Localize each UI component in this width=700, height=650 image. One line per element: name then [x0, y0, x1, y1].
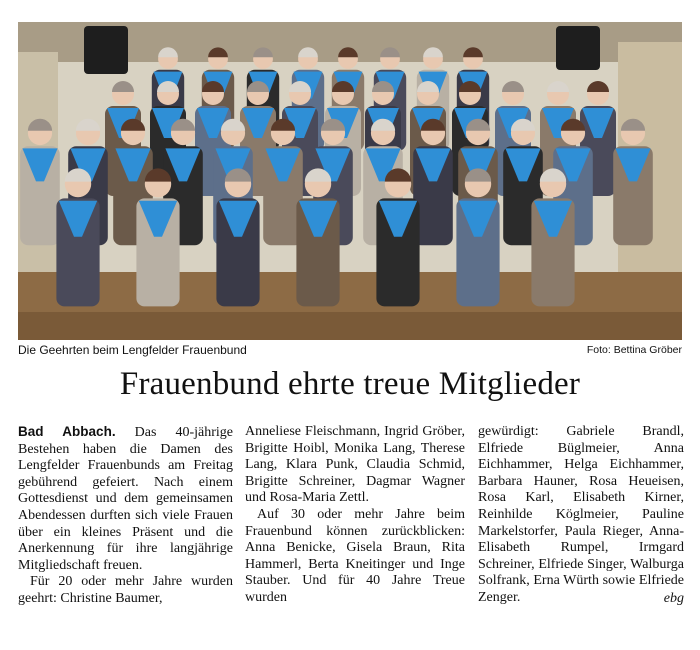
author-signature: ebg [663, 590, 684, 606]
article-column-2 [245, 424, 465, 607]
paragraph-text: Das 40-jährige Bestehen haben die Damen des Lengfelder Frauenbunds am Freitag gebührend gefeiert. Nach einem Gottesdienst und dem gemeinsamen Abendessen durften sich viele Frauen über ein kleines Präsent und die Anerkennung für ihre langjährige Mitgliedschaft freuen. [18, 425, 234, 573]
article-paragraph: Anneliese Fleischmann, Ingrid Gröber, Brigitte Hoibl, Monika Lang, Therese Lang, Klara Punk, Claudia Schmid, Brigitte Schreiner, Dagmar Wagner und Rosa-Maria Zettl. [245, 424, 465, 506]
article-headline: Frauenbund ehrte treue Mitglieder [119, 366, 581, 402]
article-paragraph: Auf 30 oder mehr Jahre beim Frauenbund können zurückblicken: Anna Benicke, Gisela Braun, Rita Hammerl, Berta Kneitinger und Inge Stauber. Und für 40 Jahre Treue wurden [245, 506, 465, 605]
article-column-1 [18, 424, 233, 608]
article-paragraph [18, 424, 233, 574]
photo-credit: Foto: Bettina Gröber [586, 344, 682, 356]
article-paragraph: gewürdigt: Gabriele Brandl, Elfriede Büglmeier, Anna Eichhammer, Helga Eichhammer, Barbara Hauner, Rosa Heueisen, Rosa Karl, Elisabeth Kirner, Reinhilde Köglmeier, Pauline Markelstorfer, Paula Rieger, Anna-Elisabeth Rumpel, Irmgard Schreiner, Elfriede Singer, Walburga Solfrank, Erna Würth sowie Elfriede Zenger. [478, 424, 684, 605]
article-column-3 [478, 424, 684, 607]
dateline: Bad Abbach. [18, 424, 116, 439]
photo-caption-row [18, 343, 682, 359]
photo-caption: Die Geehrten beim Lengfelder Frauenbund [18, 343, 247, 357]
group-photo [18, 22, 682, 340]
article-paragraph: Für 20 oder mehr Jahre wurden geehrt: Christine Baumer, [18, 574, 233, 606]
